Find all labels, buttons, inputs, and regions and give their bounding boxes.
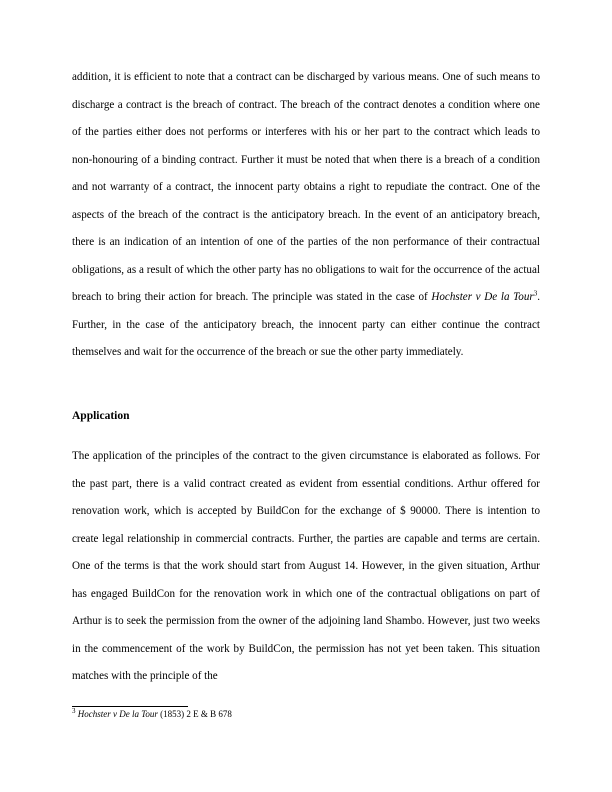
paragraph-text: addition, it is efficient to note that a contract can be discharged by various means. One of such means to discharge a contract is the breach of contract. The breach of the contract denotes a condition where one of the parties either does not performs or interferes with his or her part to the contract which leads to non-honouring of a binding contract. Further it must be noted that when there is a breach of a condition and not warranty of a contract, the innocent party obtains a right to repudiate the contract. One of the aspects of the breach of the contract is the anticipatory breach. In the event of an anticipatory breach, there is an indication of an intention of one of the parties of the non performance of their contractual obligations, as a result of which the other party has no obligations to wait for the occurrence of the actual breach to bring their action for breach. The principle was stated in the case of [72,71,540,303]
footnote-citation: (1853) 2 E & B 678 [157,709,232,719]
paragraph-text: . Further, in the case of the anticipatory breach, the innocent party can either continue the contract themselves and wait for the occurrence of the breach or sue the other party immediately. [72,291,540,358]
footnote-reference[interactable]: 3 [533,289,538,298]
body-paragraph [72,64,540,367]
footnote [72,708,540,720]
section-heading: Application [72,410,130,422]
body-paragraph: The application of the principles of the contract to the given circumstance is elaborated as follows. For the past part, there is a valid contract created as evident from essential conditions. Arthur offered for renovation work, which is accepted by BuildCon for the exchange of $ 90000. There is intention to create legal relationship in commercial contracts. Further, the parties are capable and terms are certain. One of the terms is that the work should start from August 14. However, in the given situation, Arthur has engaged BuildCon for the renovation work in which one of the contractual obligations on part of Arthur is to seek the permission from the owner of the adjoining land Shambo. However, just two weeks in the commencement of the work by BuildCon, the permission has not yet been taken. This situation matches with the principle of the [72,450,540,682]
footnote-separator [72,706,188,707]
footnote-case-name: Hochster v De la Tour [77,709,158,719]
case-name: Hochster v De la Tour [431,291,534,303]
footnote-number: 3 [72,707,76,715]
